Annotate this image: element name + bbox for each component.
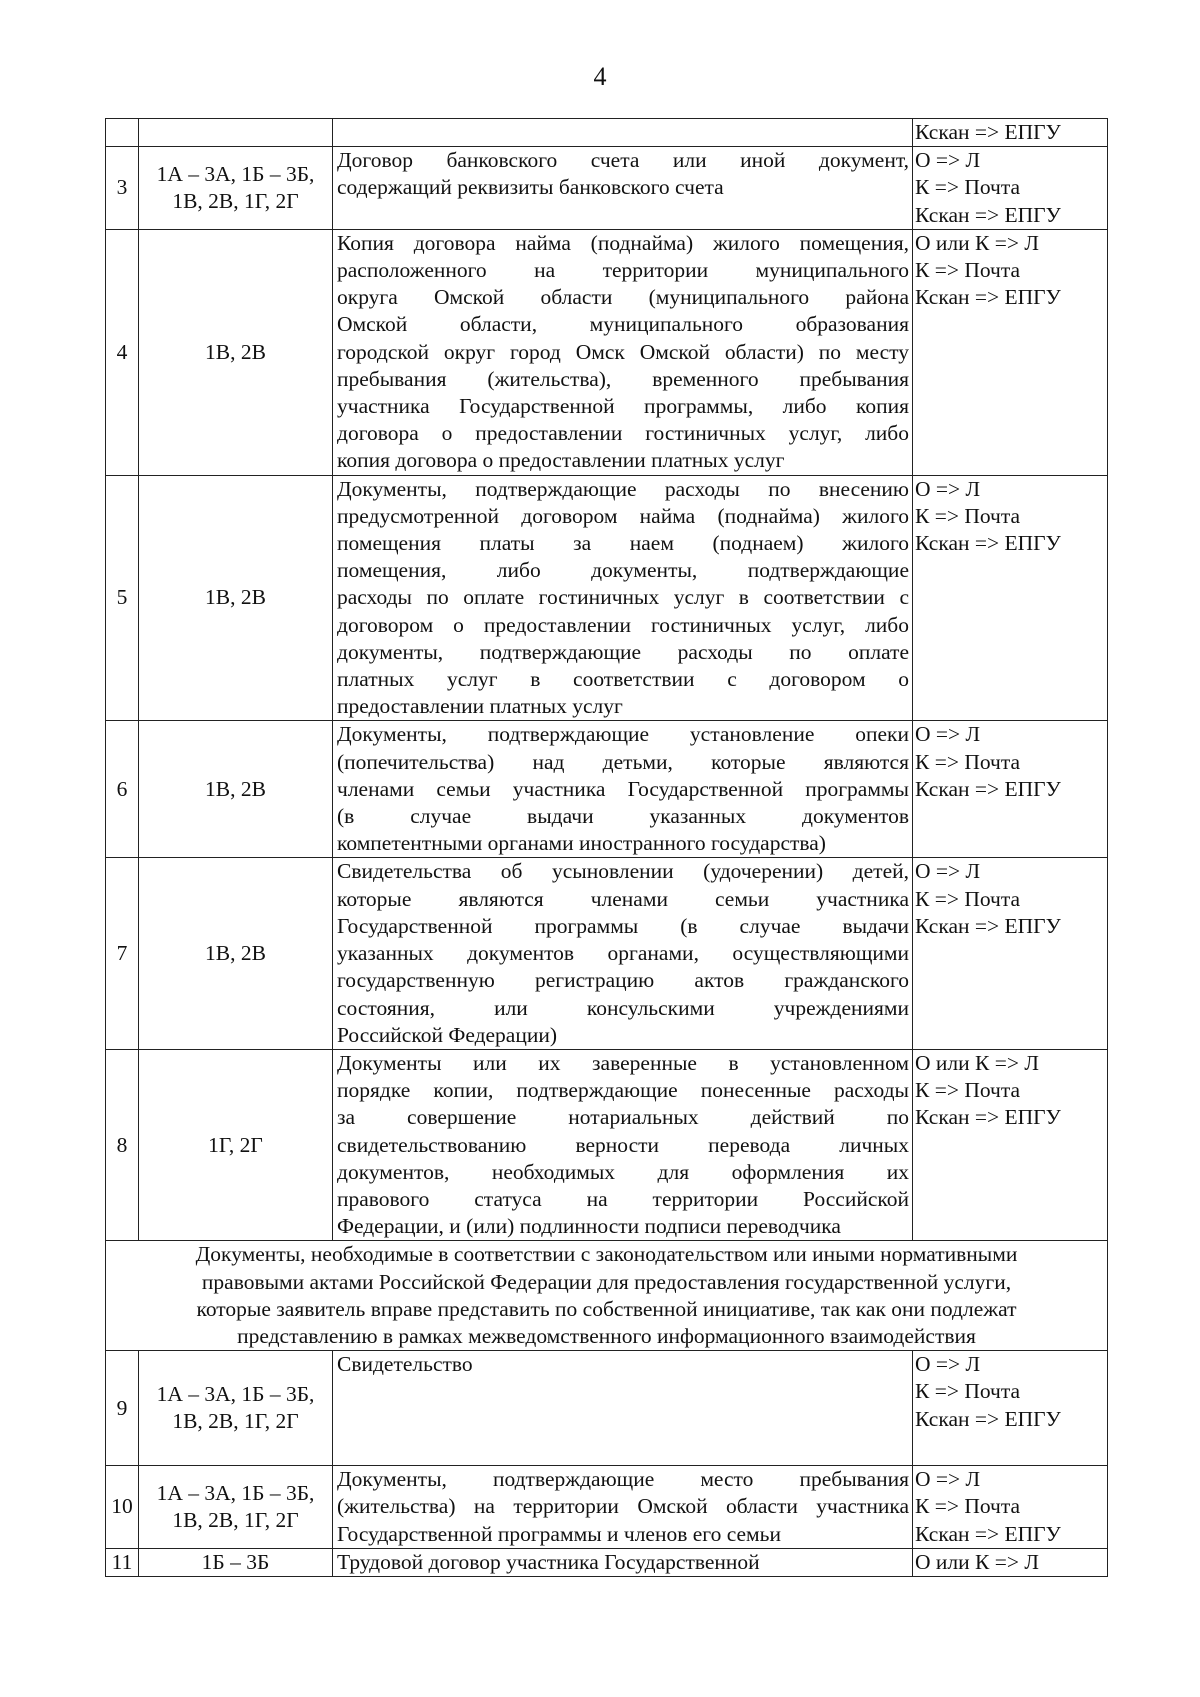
document-text-line: договора о предоставлении гостиничных услуг, либо bbox=[337, 421, 909, 446]
document-text-line: Свидетельства об усыновлении (удочерении) детей, bbox=[337, 859, 909, 884]
cell-submission-way bbox=[913, 475, 1108, 721]
document-text-line: членами семьи участника Государственной программы bbox=[337, 776, 909, 801]
submission-way-line: К => Почта bbox=[915, 749, 1021, 774]
cell-document bbox=[333, 1351, 913, 1466]
document-text-line: Государственной программы и членов его семьи bbox=[337, 1521, 781, 1546]
table-row bbox=[106, 147, 1108, 230]
cell-category: 1А – 3А, 1Б – 3Б, 1В, 2В, 1Г, 2Г bbox=[139, 1466, 333, 1549]
cell-submission-way bbox=[913, 229, 1108, 475]
submission-way-line: Кскан => ЕПГУ bbox=[915, 202, 1061, 227]
submission-way-line: О => Л bbox=[915, 148, 981, 173]
section-heading-line: правовыми актами Российской Федерации для предоставления государственной услуги, bbox=[201, 1269, 1012, 1294]
document-text-line: порядке копии, подтверждающие понесенные расходы bbox=[337, 1078, 909, 1103]
table-row bbox=[106, 1548, 1108, 1576]
cell-document bbox=[333, 721, 913, 858]
cell-category: 1В, 2В bbox=[139, 475, 333, 721]
table-row bbox=[106, 1351, 1108, 1466]
submission-way-line: Кскан => ЕПГУ bbox=[915, 1406, 1061, 1431]
document-text-line: предусмотренной договором найма (поднайма) жилого bbox=[337, 503, 909, 528]
document-text-line: которые являются членами семьи участника bbox=[337, 886, 909, 911]
cell-submission-way bbox=[913, 1351, 1108, 1466]
cell-number: 3 bbox=[106, 147, 139, 230]
cell-document bbox=[333, 475, 913, 721]
document-text-line: Документы, подтверждающие установление опеки bbox=[337, 722, 909, 747]
document-text-line: платных услуг в соответствии с договором о bbox=[337, 667, 909, 692]
submission-way-line: О => Л bbox=[915, 476, 981, 501]
document-text-line: предоставлении платных услуг bbox=[337, 694, 623, 719]
document-text-line: указанных документов органами, осуществляющими bbox=[337, 941, 909, 966]
document-text-line: Копия договора найма (поднайма) жилого помещения, bbox=[337, 230, 909, 255]
submission-way-line: О или К => Л bbox=[915, 230, 1039, 255]
table-row bbox=[106, 721, 1108, 858]
submission-way-line: Кскан => ЕПГУ bbox=[915, 285, 1061, 310]
section-heading bbox=[106, 1241, 1108, 1351]
section-heading-line: Документы, необходимые в соответствии с законодательством или иными нормативными bbox=[195, 1242, 1018, 1267]
document-text-line: содержащий реквизиты банковского счета bbox=[337, 175, 724, 200]
document-text-line: Федерации, и (или) подлинности подписи переводчика bbox=[337, 1214, 841, 1239]
cell-submission-way bbox=[913, 1049, 1108, 1240]
document-text-line: Документы, подтверждающие расходы по внесению bbox=[337, 476, 909, 501]
submission-way-line: Кскан => ЕПГУ bbox=[915, 776, 1061, 801]
document-text-line: Трудовой договор участника Государственной bbox=[337, 1549, 760, 1574]
section-heading-row bbox=[106, 1241, 1108, 1351]
cell-number: 9 bbox=[106, 1351, 139, 1466]
cell-number: 4 bbox=[106, 229, 139, 475]
document-text-line: (в случае выдачи указанных документов bbox=[337, 804, 909, 829]
document-text-line: помещения, либо документы, подтверждающие bbox=[337, 558, 909, 583]
document-text-line: (жительства) на территории Омской области участника bbox=[337, 1494, 909, 1519]
cell-submission-way bbox=[913, 721, 1108, 858]
document-text-line: расходы по оплате гостиничных услуг в соответствии с bbox=[337, 585, 909, 610]
document-text-line: пребывания (жительства), временного пребывания bbox=[337, 366, 909, 391]
documents-table bbox=[105, 118, 1108, 1577]
document-text-line: Документы или их заверенные в установленном bbox=[337, 1050, 909, 1075]
page-number: 4 bbox=[593, 62, 607, 91]
cell-number: 6 bbox=[106, 721, 139, 858]
document-text-line: Омской области, муниципального образования bbox=[337, 312, 909, 337]
document-text-line: компетентными органами иностранного государства) bbox=[337, 831, 826, 856]
submission-way-line: К => Почта bbox=[915, 886, 1021, 911]
cell-document bbox=[333, 147, 913, 230]
documents-table-body bbox=[106, 119, 1108, 1577]
cell-category bbox=[139, 119, 333, 147]
document-text-line: округа Омской области (муниципального района bbox=[337, 285, 909, 310]
submission-way-line: К => Почта bbox=[915, 175, 1021, 200]
cell-category: 1Б – 3Б bbox=[139, 1548, 333, 1576]
document-text-line: городской округ город Омск Омской области) по месту bbox=[337, 339, 909, 364]
cell-category: 1А – 3А, 1Б – 3Б, 1В, 2В, 1Г, 2Г bbox=[139, 147, 333, 230]
submission-way-line: Кскан => ЕПГУ bbox=[915, 531, 1061, 556]
submission-way-line: Кскан => ЕПГУ bbox=[915, 120, 1061, 144]
cell-document bbox=[333, 119, 913, 147]
submission-way-line: Кскан => ЕПГУ bbox=[915, 1521, 1061, 1546]
table-row bbox=[106, 1466, 1108, 1549]
document-text-line: состояния, или консульскими учреждениями bbox=[337, 995, 909, 1020]
table-row bbox=[106, 858, 1108, 1049]
cell-number: 8 bbox=[106, 1049, 139, 1240]
cell-document bbox=[333, 1548, 913, 1576]
document-text-line: помещения платы за наем (поднаем) жилого bbox=[337, 531, 909, 556]
document-text-line: расположенного на территории муниципального bbox=[337, 258, 909, 283]
submission-way-line: К => Почта bbox=[915, 1078, 1021, 1103]
cell-submission-way bbox=[913, 1548, 1108, 1576]
cell-document bbox=[333, 229, 913, 475]
submission-way-line: Кскан => ЕПГУ bbox=[915, 1105, 1061, 1130]
cell-submission-way bbox=[913, 119, 1108, 147]
document-text-line: Российской Федерации) bbox=[337, 1022, 558, 1047]
document-text-line: копия договора о предоставлении платных услуг bbox=[337, 448, 785, 473]
document-text-line: договором о предоставлении гостиничных услуг, либо bbox=[337, 612, 909, 637]
table-row-continued bbox=[106, 119, 1108, 147]
cell-category: 1В, 2В bbox=[139, 721, 333, 858]
cell-document bbox=[333, 1466, 913, 1549]
submission-way-line: О или К => Л bbox=[915, 1549, 1039, 1574]
section-heading-line: которые заявитель вправе представить по собственной инициативе, так как они подлежат bbox=[196, 1296, 1017, 1321]
cell-number: 11 bbox=[106, 1548, 139, 1576]
document-text-line: Документы, подтверждающие место пребывания bbox=[337, 1467, 909, 1492]
document-text-line: государственную регистрацию актов гражданского bbox=[337, 968, 909, 993]
section-heading-line: представлению в рамках межведомственного информационного взаимодействия bbox=[237, 1323, 976, 1348]
cell-number: 5 bbox=[106, 475, 139, 721]
document-text-line: правового статуса на территории Российской bbox=[337, 1186, 909, 1211]
submission-way-line: Кскан => ЕПГУ bbox=[915, 913, 1061, 938]
document-text-line: за совершение нотариальных действий по bbox=[337, 1105, 909, 1130]
document-text-line: свидетельствованию верности перевода личных bbox=[337, 1132, 909, 1157]
document-text-line: документы, подтверждающие расходы по оплате bbox=[337, 639, 909, 664]
cell-number bbox=[106, 119, 139, 147]
submission-way-line: К => Почта bbox=[915, 1494, 1021, 1519]
cell-number: 10 bbox=[106, 1466, 139, 1549]
cell-category: 1В, 2В bbox=[139, 858, 333, 1049]
submission-way-line: О или К => Л bbox=[915, 1050, 1039, 1075]
table-row bbox=[106, 229, 1108, 475]
document-text-line: Договор банковского счета или иной документ, bbox=[337, 148, 909, 173]
submission-way-line: О => Л bbox=[915, 1467, 981, 1492]
submission-way-line: К => Почта bbox=[915, 1379, 1021, 1404]
cell-category: 1В, 2В bbox=[139, 229, 333, 475]
cell-document bbox=[333, 858, 913, 1049]
submission-way-line: О => Л bbox=[915, 859, 981, 884]
document-text-line: (попечительства) над детьми, которые являются bbox=[337, 749, 909, 774]
submission-way-line: О => Л bbox=[915, 722, 981, 747]
cell-category: 1А – 3А, 1Б – 3Б, 1В, 2В, 1Г, 2Г bbox=[139, 1351, 333, 1466]
submission-way-line: О => Л bbox=[915, 1352, 981, 1377]
submission-way-line: К => Почта bbox=[915, 503, 1021, 528]
document-text-line: документов, необходимых для оформления их bbox=[337, 1159, 909, 1184]
submission-way-line: К => Почта bbox=[915, 258, 1021, 283]
cell-submission-way bbox=[913, 1466, 1108, 1549]
table-row bbox=[106, 475, 1108, 721]
document-text-line: участника Государственной программы, либо копия bbox=[337, 394, 909, 419]
cell-number: 7 bbox=[106, 858, 139, 1049]
document-text-line: Государственной программы (в случае выдачи bbox=[337, 913, 909, 938]
cell-submission-way bbox=[913, 858, 1108, 1049]
cell-submission-way bbox=[913, 147, 1108, 230]
cell-category: 1Г, 2Г bbox=[139, 1049, 333, 1240]
document-text-line: Свидетельство bbox=[337, 1352, 473, 1377]
table-row bbox=[106, 1049, 1108, 1240]
cell-document bbox=[333, 1049, 913, 1240]
